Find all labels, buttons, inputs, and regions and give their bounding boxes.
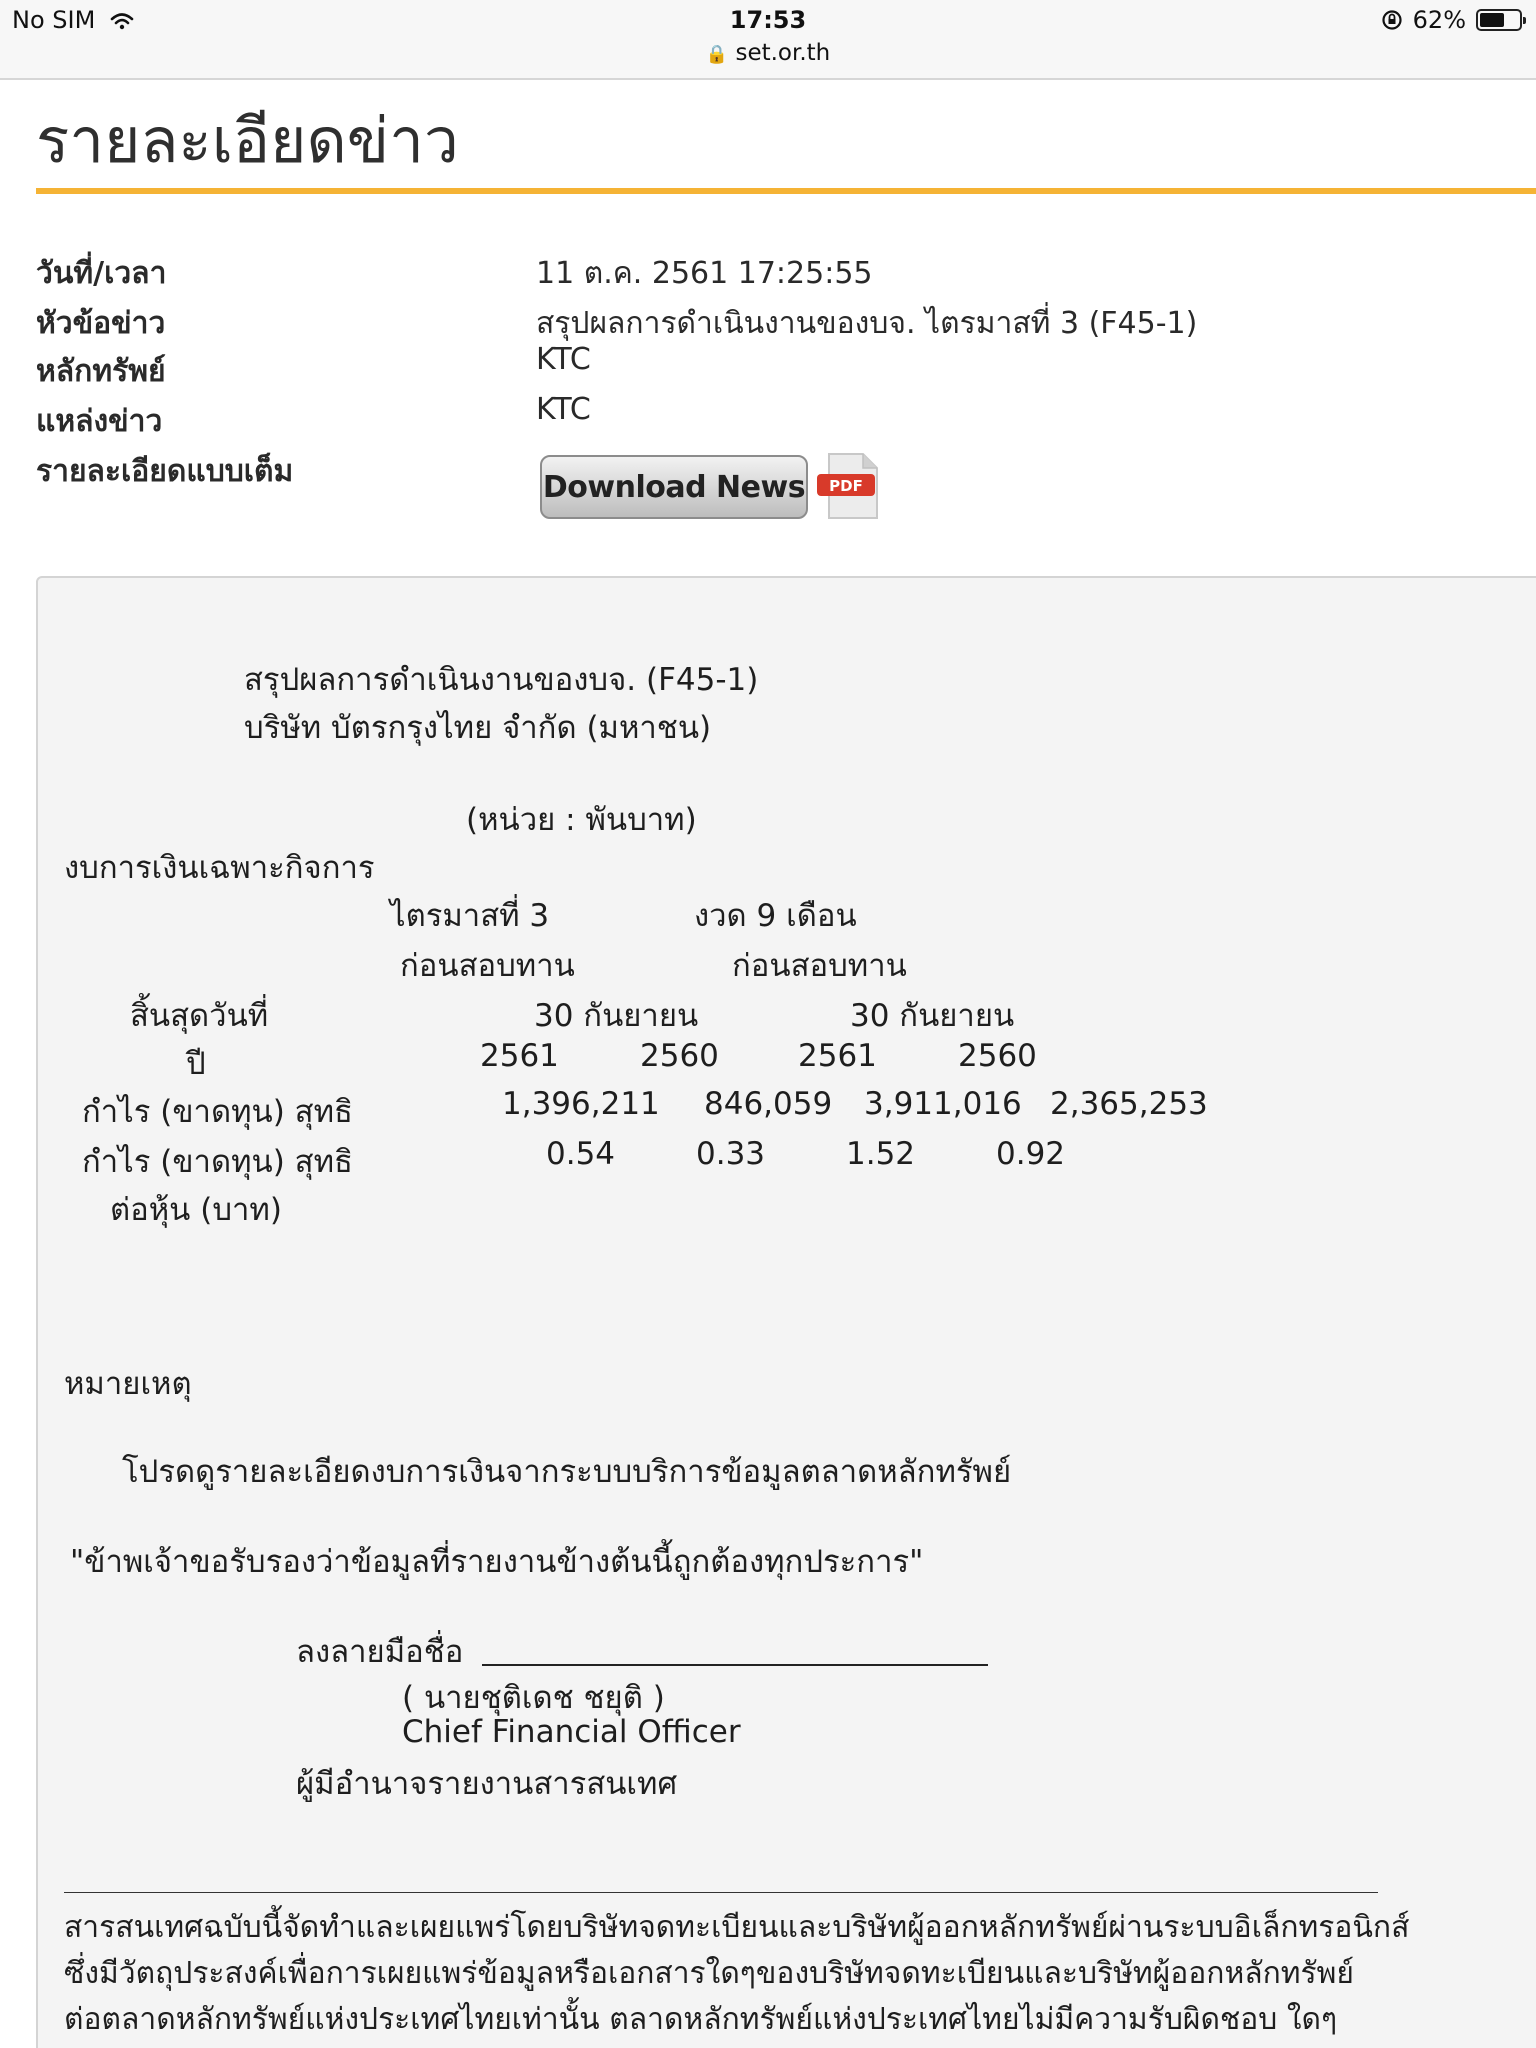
security-label: หลักทรัพย์ [36, 354, 166, 389]
status-right [1381, 6, 1522, 34]
signature-line [482, 1664, 988, 1666]
certify-text: "ข้าพเจ้าขอรับรองว่าข้อมูลที่รายงานข้างต้นนี้ถูกต้องทุกประการ" [70, 1544, 924, 1580]
headline-value: สรุปผลการดำเนินงานของบจ. ไตรมาสที่ 3 (F45-1) [536, 306, 1198, 341]
quarter-header: ไตรมาสที่ 3 [390, 898, 550, 934]
pdf-label: PDF [829, 477, 863, 495]
battery-percent: 62% [1412, 6, 1466, 34]
source-label: แหล่งข่าว [36, 404, 163, 439]
date-value: 11 ต.ค. 2561 17:25:55 [536, 256, 873, 291]
year-q-current: 2561 [480, 1038, 559, 1074]
remark-text: โปรดดูรายละเอียดงบการเงินจากระบบบริการข้อมูลตลาดหลักทรัพย์ [122, 1454, 1012, 1490]
period-end-label: สิ้นสุดวันที่ [130, 998, 269, 1034]
net-profit-q-prior: 846,059 [704, 1086, 833, 1122]
eps-9m-prior: 0.92 [996, 1136, 1066, 1172]
clock: 17:53 [729, 6, 807, 34]
period-end-q: 30 กันยายน [534, 998, 699, 1034]
full-detail-label: รายละเอียดแบบเต็ม [36, 454, 294, 489]
disclaimer-line-2: ซึ่งมีวัตถุประสงค์เพื่อการเผยแพร่ข้อมูลหรือเอกสารใดๆของบริษัทจดทะเบียนและบริษัทผู้ออกหลักทรัพย์ [64, 1956, 1355, 1991]
news-content [36, 576, 1536, 2048]
unit-label: (หน่วย : พันบาท) [466, 802, 697, 838]
disclaimer-line-3: ต่อตลาดหลักทรัพย์แห่งประเทศไทยเท่านั้น ตลาดหลักทรัพย์แห่งประเทศไทยไม่มีความรับผิดชอบ ใดๆ [64, 2002, 1338, 2037]
address-bar[interactable] [0, 40, 1536, 66]
net-profit-q-current: 1,396,211 [502, 1086, 660, 1122]
disclaimer-line-1: สารสนเทศฉบับนี้จัดทำและเผยแพร่โดยบริษัทจดทะเบียนและบริษัทผู้ออกหลักทรัพย์ผ่านระบบอิเล็กทรอนิกส์ [64, 1910, 1410, 1945]
eps-q-prior: 0.33 [696, 1136, 766, 1172]
rotation-lock-icon [1381, 9, 1403, 31]
year-9m-prior: 2560 [958, 1038, 1037, 1074]
security-value: KTC [536, 342, 591, 377]
disclaimer-divider [64, 1892, 1378, 1893]
nine-month-header: งวด 9 เดือน [694, 898, 857, 934]
eps-9m-current: 1.52 [846, 1136, 916, 1172]
report-title: สรุปผลการดำเนินงานของบจ. (F45-1) [244, 662, 759, 698]
year-q-prior: 2560 [640, 1038, 719, 1074]
year-9m-current: 2561 [798, 1038, 877, 1074]
eps-label-unit: ต่อหุ้น (บาท) [110, 1192, 282, 1228]
carrier-label: No SIM [12, 6, 96, 34]
signature-label: ลงลายมือชื่อ [296, 1634, 464, 1670]
net-profit-9m-prior: 2,365,253 [1050, 1086, 1208, 1122]
net-profit-label: กำไร (ขาดทุน) สุทธิ [82, 1094, 353, 1130]
net-profit-9m-current: 3,911,016 [864, 1086, 1022, 1122]
review-status-9m: ก่อนสอบทาน [732, 948, 907, 984]
pdf-icon[interactable] [815, 450, 887, 522]
url-text: set.or.th [735, 40, 831, 66]
eps-label: กำไร (ขาดทุน) สุทธิ [82, 1144, 353, 1180]
download-news-button[interactable]: Download News [540, 455, 808, 519]
signer-name: ( นายชุติเดช ชยุติ ) [402, 1680, 665, 1716]
lock-icon: 🔒 [705, 44, 729, 65]
status-bar [0, 0, 1536, 80]
date-label: วันที่/เวลา [36, 256, 167, 291]
year-label: ปี [186, 1046, 206, 1082]
page-title: รายละเอียดข่าว [36, 104, 459, 177]
battery-icon [1476, 9, 1522, 31]
remark-label: หมายเหตุ [64, 1366, 192, 1402]
eps-q-current: 0.54 [546, 1136, 616, 1172]
title-divider [36, 188, 1536, 194]
source-value: KTC [536, 392, 591, 427]
period-end-9m: 30 กันยายน [850, 998, 1015, 1034]
review-status-q: ก่อนสอบทาน [400, 948, 575, 984]
signer-title: Chief Financial Officer [402, 1714, 741, 1750]
authority-label: ผู้มีอำนาจรายงานสารสนเทศ [296, 1766, 678, 1802]
headline-label: หัวข้อข่าว [36, 306, 166, 341]
statement-type: งบการเงินเฉพาะกิจการ [64, 850, 375, 886]
battery-fill [1480, 13, 1504, 27]
company-name: บริษัท บัตรกรุงไทย จำกัด (มหาชน) [244, 710, 712, 746]
